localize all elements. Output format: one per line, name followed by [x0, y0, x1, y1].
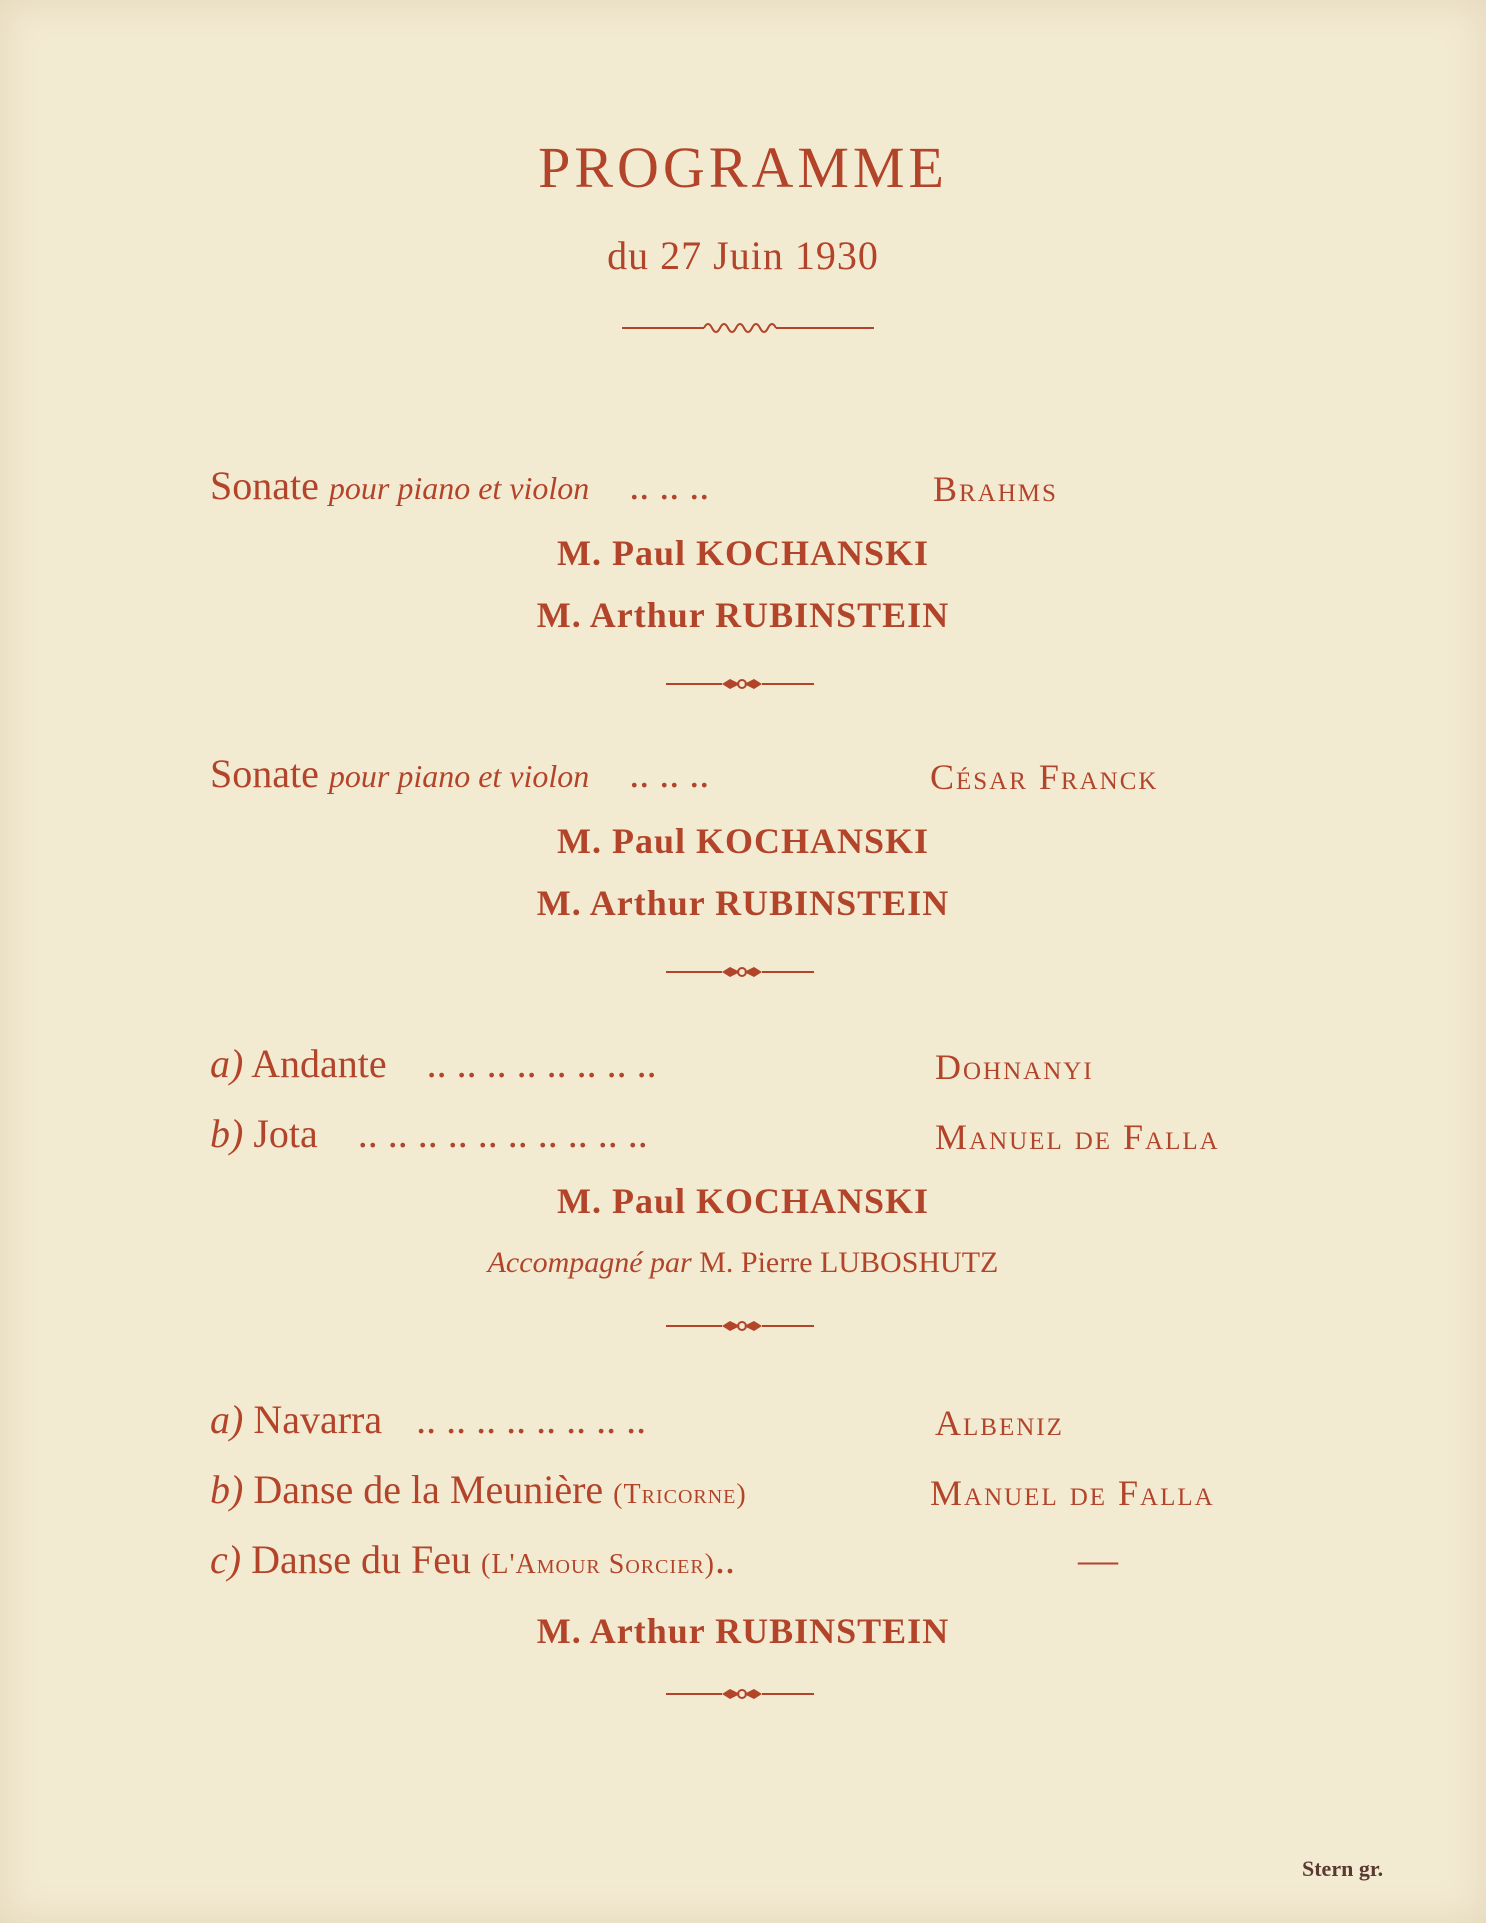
wave-ornament [620, 316, 876, 340]
composer-ditto-dash: — [1078, 1537, 1120, 1582]
accompaniment-prefix: Accompagné par [487, 1246, 692, 1279]
piece-subtitle: pour piano et violon [328, 470, 590, 506]
composer-brahms: Brahms [933, 469, 1058, 509]
printer-mark: Stern gr. [1302, 1856, 1384, 1881]
programme-date: du 27 Juin 1930 [607, 233, 879, 278]
piece-navarra [210, 1396, 646, 1443]
divider-ornament [664, 960, 816, 984]
piece-letter: a) [210, 1041, 244, 1086]
dot-leader: .. .. .. .. .. .. .. .. [426, 1041, 657, 1086]
composer-de-falla: Manuel de Falla [930, 1473, 1215, 1513]
piece-letter: b) [210, 1111, 244, 1156]
piece-letter: c) [210, 1537, 242, 1582]
accompanist-name: M. Pierre LUBOSHUTZ [699, 1246, 999, 1279]
piece-jota [210, 1110, 648, 1157]
performer-kochanski: M. Paul KOCHANSKI [556, 821, 930, 861]
composer-de-falla: Manuel de Falla [935, 1117, 1220, 1157]
dot-leader: .. .. .. [629, 751, 710, 796]
performer-rubinstein: M. Arthur RUBINSTEIN [536, 595, 950, 635]
dot-leader: .. .. .. .. .. .. .. .. [416, 1397, 647, 1442]
piece-sonate-franck [210, 750, 709, 797]
piece-danse-meuniere [210, 1466, 747, 1513]
piece-name: Jota [253, 1111, 318, 1156]
composer-albeniz: Albeniz [935, 1403, 1064, 1443]
dot-leader: .. .. .. [629, 463, 710, 508]
dot-leader: .. .. .. .. .. .. .. .. .. .. [357, 1111, 648, 1156]
divider-ornament [664, 1682, 816, 1706]
piece-name: Danse du Feu [251, 1537, 472, 1582]
piece-name: Sonate [210, 751, 319, 796]
composer-franck: César Franck [930, 757, 1159, 797]
piece-danse-feu [210, 1536, 735, 1583]
performer-rubinstein: M. Arthur RUBINSTEIN [536, 1611, 950, 1651]
piece-work: (L'Amour Sorcier) [481, 1549, 715, 1580]
dot-leader: .. [715, 1537, 735, 1582]
piece-name: Navarra [253, 1397, 383, 1442]
piece-sonate-brahms [210, 462, 709, 509]
performer-rubinstein: M. Arthur RUBINSTEIN [536, 883, 950, 923]
performer-kochanski: M. Paul KOCHANSKI [556, 533, 930, 573]
piece-andante [210, 1040, 657, 1087]
programme-title: PROGRAMME [538, 135, 948, 200]
piece-name: Danse de la Meunière [253, 1467, 604, 1512]
piece-name: Sonate [210, 463, 319, 508]
divider-ornament [664, 1314, 816, 1338]
piece-work: (Tricorne) [613, 1479, 747, 1510]
accompaniment-line [0, 1246, 1486, 1280]
piece-letter: b) [210, 1467, 244, 1512]
piece-subtitle: pour piano et violon [328, 758, 590, 794]
composer-dohnanyi: Dohnanyi [935, 1047, 1094, 1087]
piece-name: Andante [251, 1041, 387, 1086]
piece-letter: a) [210, 1397, 244, 1442]
performer-kochanski: M. Paul KOCHANSKI [556, 1181, 930, 1221]
divider-ornament [664, 672, 816, 696]
